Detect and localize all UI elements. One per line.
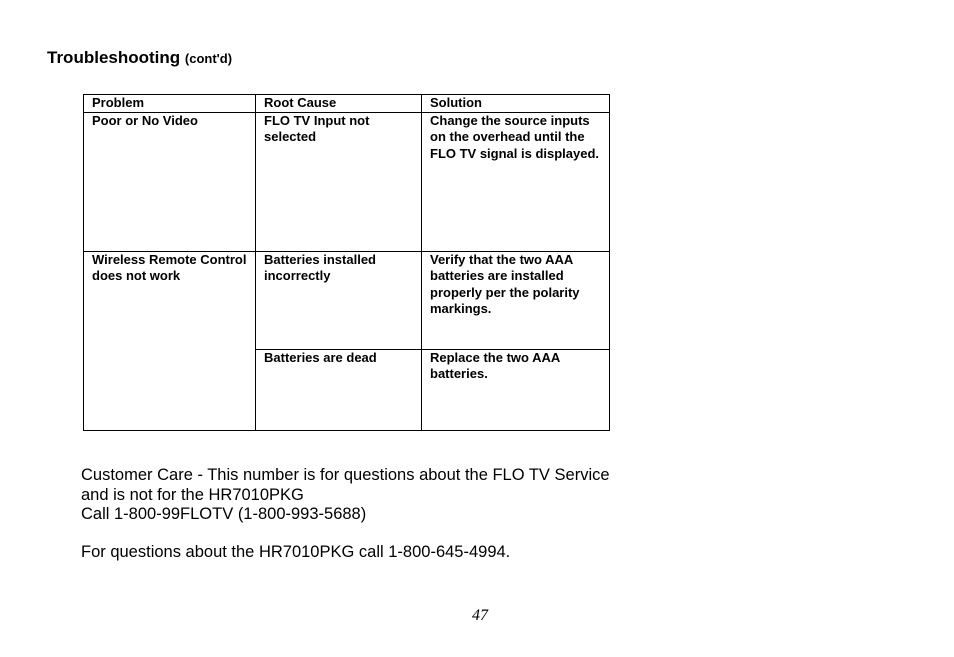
problem-cell: Poor or No Video [84, 112, 256, 251]
column-header-root-cause: Root Cause [256, 95, 422, 113]
root-cause-cell: Batteries are dead [256, 349, 422, 430]
problem-cell: Wireless Remote Control does not work [84, 251, 256, 430]
page-number: 47 [472, 607, 488, 624]
table-row [84, 112, 610, 251]
solution-cell: Change the source inputs on the overhead until the FLO TV signal is displayed. [422, 112, 610, 251]
column-header-problem: Problem [84, 95, 256, 113]
customer-care-line: and is not for the HR7010PKG [81, 485, 304, 504]
root-cause-cell: Batteries installed incorrectly [256, 251, 422, 349]
table-row [84, 251, 610, 349]
product-support-line: For questions about the HR7010PKG call 1-800-645-4994. [81, 543, 511, 561]
solution-cell: Replace the two AAA batteries. [422, 349, 610, 430]
table-header-row [84, 95, 610, 113]
heading-suffix: (cont'd) [184, 51, 233, 66]
root-cause-cell: FLO TV Input not selected [256, 112, 422, 251]
customer-care-line: Customer Care - This number is for questions about the FLO TV Service [81, 466, 610, 484]
page-heading [47, 47, 232, 70]
customer-care-phone: Call 1-800-99FLOTV (1-800-993-5688) [81, 505, 367, 523]
customer-care-note [81, 466, 610, 525]
product-support-note [81, 543, 510, 563]
solution-cell: Verify that the two AAA batteries are installed properly per the polarity markings. [422, 251, 610, 349]
troubleshooting-table [83, 94, 610, 431]
column-header-solution: Solution [422, 95, 610, 113]
heading-title: Troubleshooting [47, 48, 181, 67]
